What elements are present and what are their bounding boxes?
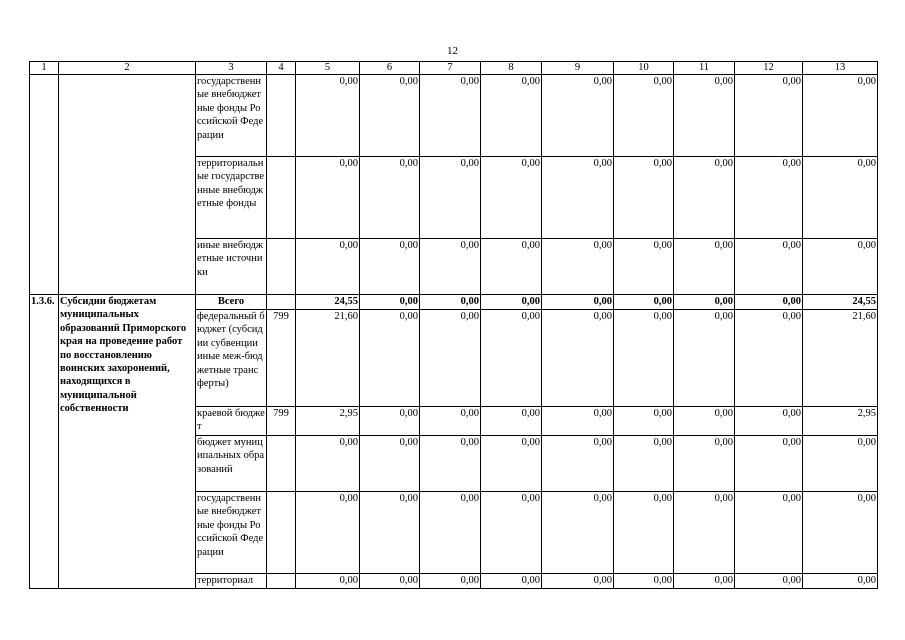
funding-source-cell: государственные внебюджетные фонды Российской Федерации: [196, 492, 267, 574]
code-cell: [267, 75, 296, 157]
header-cell: 1: [30, 62, 59, 75]
value-cell: 0,00: [481, 436, 542, 492]
code-cell: [267, 492, 296, 574]
funding-source-cell: краевой бюджет: [196, 407, 267, 436]
value-cell: 2,95: [296, 407, 360, 436]
value-cell: 0,00: [674, 407, 735, 436]
value-cell: 0,00: [481, 407, 542, 436]
code-cell: [267, 239, 296, 295]
header-cell: 10: [614, 62, 674, 75]
value-cell: 0,00: [481, 574, 542, 589]
value-cell: 0,00: [735, 492, 803, 574]
value-cell: 0,00: [542, 407, 614, 436]
header-cell: 3: [196, 62, 267, 75]
funding-source-cell: федеральный бюджет (субсидии субвенции иные меж-бюджетные трансферты): [196, 310, 267, 407]
value-cell: 0,00: [360, 75, 420, 157]
value-cell: 0,00: [735, 310, 803, 407]
value-cell: 0,00: [296, 492, 360, 574]
value-cell: 0,00: [542, 574, 614, 589]
value-cell: 0,00: [735, 574, 803, 589]
value-cell: 0,00: [542, 75, 614, 157]
value-cell: 0,00: [542, 157, 614, 239]
funding-source-cell: территориал: [196, 574, 267, 589]
column-number-header: [30, 62, 878, 75]
value-cell: 0,00: [614, 310, 674, 407]
value-cell: 0,00: [360, 492, 420, 574]
value-cell: 0,00: [803, 239, 878, 295]
value-cell: 0,00: [803, 75, 878, 157]
header-cell: 6: [360, 62, 420, 75]
value-cell: 0,00: [360, 295, 420, 310]
value-cell: 21,60: [803, 310, 878, 407]
budget-table: [29, 61, 878, 589]
value-cell: 0,00: [360, 436, 420, 492]
table-row: [30, 295, 878, 310]
section-name: Субсидии бюджетам муниципальных образований Приморского края на проведение работ по восстановлению воинских захоронений, находящихся в муниципальной собственности: [59, 295, 196, 589]
value-cell: 0,00: [360, 407, 420, 436]
value-cell: 0,00: [481, 239, 542, 295]
value-cell: 0,00: [614, 157, 674, 239]
value-cell: 0,00: [481, 492, 542, 574]
empty-name-cell: [59, 75, 196, 295]
value-cell: 0,00: [542, 239, 614, 295]
value-cell: 0,00: [542, 310, 614, 407]
value-cell: 0,00: [360, 157, 420, 239]
value-cell: 0,00: [674, 295, 735, 310]
header-cell: 2: [59, 62, 196, 75]
value-cell: 0,00: [481, 310, 542, 407]
page-number: 12: [447, 45, 458, 57]
value-cell: 0,00: [735, 157, 803, 239]
header-cell: 7: [420, 62, 481, 75]
header-cell: 13: [803, 62, 878, 75]
value-cell: 0,00: [803, 574, 878, 589]
value-cell: 0,00: [420, 492, 481, 574]
value-cell: 0,00: [735, 75, 803, 157]
empty-index-cell: [30, 75, 59, 295]
value-cell: 0,00: [735, 295, 803, 310]
value-cell: 0,00: [420, 239, 481, 295]
code-cell: [267, 157, 296, 239]
table-row: [30, 75, 878, 157]
value-cell: 0,00: [420, 75, 481, 157]
value-cell: 24,55: [803, 295, 878, 310]
value-cell: 0,00: [481, 157, 542, 239]
value-cell: 0,00: [674, 239, 735, 295]
value-cell: 0,00: [420, 436, 481, 492]
value-cell: 0,00: [360, 574, 420, 589]
value-cell: 0,00: [296, 574, 360, 589]
value-cell: 21,60: [296, 310, 360, 407]
header-cell: 5: [296, 62, 360, 75]
header-cell: 9: [542, 62, 614, 75]
value-cell: 0,00: [420, 157, 481, 239]
header-cell: 11: [674, 62, 735, 75]
header-cell: 12: [735, 62, 803, 75]
value-cell: 0,00: [614, 436, 674, 492]
value-cell: 0,00: [420, 310, 481, 407]
value-cell: 0,00: [481, 75, 542, 157]
code-cell: 799: [267, 310, 296, 407]
funding-source-cell: иные внебюджетные источники: [196, 239, 267, 295]
value-cell: 0,00: [296, 239, 360, 295]
value-cell: 0,00: [420, 295, 481, 310]
value-cell: 0,00: [674, 75, 735, 157]
value-cell: 0,00: [614, 75, 674, 157]
value-cell: 0,00: [614, 239, 674, 295]
table-body: [30, 75, 878, 589]
value-cell: 0,00: [674, 157, 735, 239]
value-cell: 0,00: [420, 574, 481, 589]
value-cell: 0,00: [296, 75, 360, 157]
value-cell: 0,00: [674, 574, 735, 589]
funding-source-cell: государственные внебюджетные фонды Российской Федерации: [196, 75, 267, 157]
value-cell: 0,00: [735, 436, 803, 492]
value-cell: 0,00: [542, 492, 614, 574]
funding-source-cell: бюджет муниципальных образований: [196, 436, 267, 492]
value-cell: 0,00: [481, 295, 542, 310]
value-cell: 0,00: [803, 492, 878, 574]
value-cell: 0,00: [674, 310, 735, 407]
value-cell: 0,00: [674, 436, 735, 492]
value-cell: 0,00: [296, 157, 360, 239]
value-cell: 0,00: [803, 436, 878, 492]
value-cell: 2,95: [803, 407, 878, 436]
total-label-cell: Всего: [196, 295, 267, 310]
value-cell: 0,00: [420, 407, 481, 436]
header-cell: 8: [481, 62, 542, 75]
code-cell: [267, 574, 296, 589]
value-cell: 0,00: [296, 436, 360, 492]
value-cell: 0,00: [614, 295, 674, 310]
value-cell: 0,00: [360, 239, 420, 295]
header-cell: 4: [267, 62, 296, 75]
value-cell: 0,00: [735, 239, 803, 295]
funding-source-cell: территориальные государственные внебюджетные фонды: [196, 157, 267, 239]
value-cell: 0,00: [614, 574, 674, 589]
value-cell: 24,55: [296, 295, 360, 310]
value-cell: 0,00: [803, 157, 878, 239]
value-cell: 0,00: [542, 436, 614, 492]
value-cell: 0,00: [542, 295, 614, 310]
value-cell: 0,00: [735, 407, 803, 436]
code-cell: [267, 436, 296, 492]
value-cell: 0,00: [674, 492, 735, 574]
section-index: 1.3.6.: [30, 295, 59, 589]
value-cell: 0,00: [614, 407, 674, 436]
code-cell: [267, 295, 296, 310]
value-cell: 0,00: [614, 492, 674, 574]
value-cell: 0,00: [360, 310, 420, 407]
code-cell: 799: [267, 407, 296, 436]
